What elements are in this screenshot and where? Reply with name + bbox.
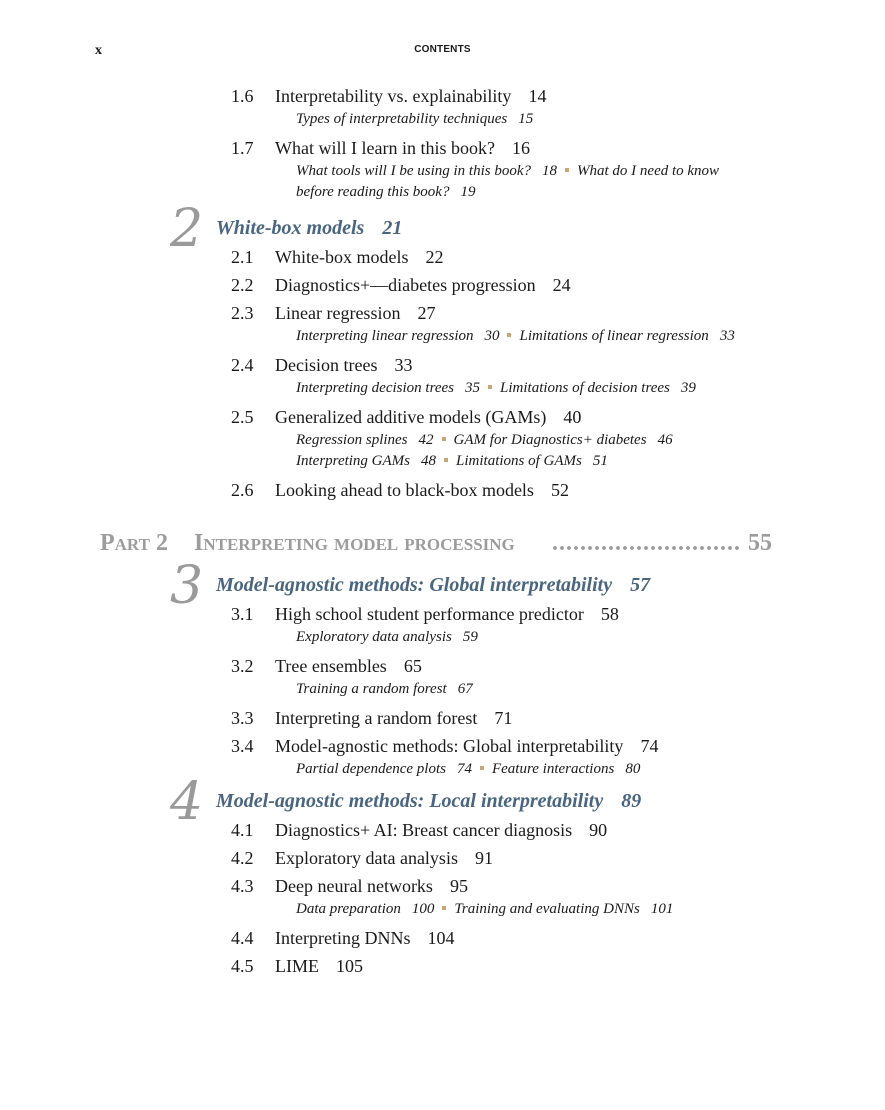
subsection-list <box>296 326 786 347</box>
subsection-list <box>296 759 786 780</box>
subsection-page: 101 <box>650 901 674 917</box>
running-title: CONTENTS <box>414 44 471 55</box>
subsection-page: 100 <box>411 901 435 917</box>
section-number: 2.4 <box>231 355 254 375</box>
subsection-page: 59 <box>462 629 478 645</box>
subsection-list <box>296 899 786 920</box>
subsection-title[interactable]: Types of interpretability techniques <box>296 111 508 127</box>
subsection-list <box>296 378 786 399</box>
toc-section[interactable] <box>0 405 885 433</box>
section-page: 24 <box>552 275 571 295</box>
subsection-page: 30 <box>484 328 500 344</box>
separator-icon <box>480 766 484 770</box>
subsection-list <box>296 161 726 203</box>
section-title: Interpreting a random forest 71 <box>275 708 513 728</box>
separator-icon <box>444 458 448 462</box>
section-title: Diagnostics+—diabetes progression 24 <box>275 275 571 295</box>
toc-section[interactable] <box>0 706 885 734</box>
section-number: 4.4 <box>231 928 254 948</box>
subsection-page: 33 <box>719 328 735 344</box>
toc-section[interactable] <box>0 273 885 301</box>
section-page: 14 <box>528 86 547 106</box>
chapter-title: Model-agnostic methods: Global interpretability 57 <box>216 574 651 596</box>
section-title: Linear regression 27 <box>275 303 436 323</box>
chapter-number: 4 <box>170 772 204 832</box>
subsection-title[interactable]: Interpreting decision trees <box>296 380 455 396</box>
separator-icon <box>507 333 511 337</box>
section-title: Interpretability vs. explainability 14 <box>275 86 547 106</box>
subsection-title[interactable]: Partial dependence plots <box>296 761 446 777</box>
toc-section[interactable] <box>0 954 885 982</box>
section-page: 90 <box>589 820 608 840</box>
section-number: 3.1 <box>231 604 254 624</box>
section-number: 2.5 <box>231 407 254 427</box>
part-label: Part 2 <box>100 530 168 556</box>
separator-icon <box>442 437 446 441</box>
part-page: 55 <box>748 530 772 556</box>
subsection-list <box>296 430 786 472</box>
section-page: 40 <box>563 407 582 427</box>
chapter-page: 89 <box>621 790 642 812</box>
section-title: Looking ahead to black-box models 52 <box>275 480 569 500</box>
subsection-page: 39 <box>680 380 696 396</box>
section-page: 33 <box>394 355 413 375</box>
toc-section[interactable] <box>0 602 885 630</box>
toc-section[interactable] <box>0 926 885 954</box>
toc-section[interactable] <box>0 874 885 902</box>
section-page: 65 <box>403 656 422 676</box>
subsection-title[interactable]: Exploratory data analysis <box>296 629 452 645</box>
section-number: 3.4 <box>231 736 254 756</box>
toc-section[interactable] <box>0 846 885 874</box>
subsection-title[interactable]: Interpreting GAMs <box>296 453 411 469</box>
section-number: 4.2 <box>231 848 254 868</box>
section-page: 95 <box>449 876 468 896</box>
section-page: 16 <box>511 138 530 158</box>
section-title: High school student performance predictor 58 <box>275 604 619 624</box>
section-title: Generalized additive models (GAMs) 40 <box>275 407 582 427</box>
section-number: 4.3 <box>231 876 254 896</box>
subsection-list <box>296 109 786 130</box>
separator-icon <box>442 906 446 910</box>
subsection-title[interactable]: What tools will I be using in this book? <box>296 163 531 179</box>
section-title: Diagnostics+ AI: Breast cancer diagnosis 90 <box>275 820 608 840</box>
section-number: 2.1 <box>231 247 254 267</box>
part-leader-dots: ........................... <box>552 530 741 556</box>
section-title: White-box models 22 <box>275 247 444 267</box>
section-title: Exploratory data analysis 91 <box>275 848 493 868</box>
section-title: Tree ensembles 65 <box>275 656 422 676</box>
toc-section[interactable] <box>0 818 885 846</box>
section-number: 4.5 <box>231 956 254 976</box>
subsection-page: 46 <box>657 432 673 448</box>
toc-section[interactable] <box>0 301 885 329</box>
subsection-page: 35 <box>465 380 481 396</box>
subsection-title[interactable]: GAM for Diagnostics+ diabetes <box>453 432 647 448</box>
separator-icon <box>565 168 569 172</box>
chapter-page: 21 <box>382 217 403 239</box>
chapter-title: Model-agnostic methods: Local interpretability 89 <box>216 790 642 812</box>
subsection-title[interactable]: Limitations of linear regression <box>519 328 709 344</box>
section-number: 2.3 <box>231 303 254 323</box>
section-page: 74 <box>640 736 659 756</box>
section-title: Decision trees 33 <box>275 355 413 375</box>
section-title: Deep neural networks 95 <box>275 876 468 896</box>
chapter-page: 57 <box>630 574 651 596</box>
subsection-title[interactable]: Limitations of decision trees <box>500 380 670 396</box>
section-page: 104 <box>427 928 455 948</box>
subsection-page: 15 <box>518 111 534 127</box>
separator-icon <box>488 385 492 389</box>
subsection-title[interactable]: Training a random forest <box>296 681 447 697</box>
section-page: 71 <box>494 708 513 728</box>
chapter-title: White-box models 21 <box>216 217 403 239</box>
section-page: 105 <box>336 956 363 976</box>
subsection-list <box>296 679 786 700</box>
toc-section[interactable] <box>0 136 885 164</box>
section-number: 3.2 <box>231 656 254 676</box>
section-title: Interpreting DNNs 104 <box>275 928 455 948</box>
toc-section[interactable] <box>0 654 885 682</box>
toc-section[interactable] <box>0 478 885 506</box>
section-number: 2.2 <box>231 275 254 295</box>
section-page: 91 <box>474 848 493 868</box>
subsection-title[interactable]: Regression splines <box>296 432 408 448</box>
toc-section[interactable] <box>0 84 885 112</box>
subsection-title[interactable]: Limitations of GAMs <box>456 453 582 469</box>
subsection-title[interactable]: Data preparation <box>296 901 401 917</box>
subsection-list <box>296 627 786 648</box>
section-number: 3.3 <box>231 708 254 728</box>
subsection-page: 51 <box>592 453 608 469</box>
running-head <box>0 43 885 59</box>
section-title: LIME 105 <box>275 956 363 976</box>
section-page: 27 <box>417 303 436 323</box>
part-title: Interpreting model processing <box>194 530 515 556</box>
table-of-contents <box>0 84 885 982</box>
subsection-title[interactable]: What do I need to know before reading this book? <box>296 163 720 200</box>
subsection-page: 74 <box>456 761 472 777</box>
subsection-page: 18 <box>542 163 557 179</box>
chapter-number: 3 <box>170 556 204 616</box>
subsection-page: 67 <box>457 681 473 697</box>
subsection-title[interactable]: Training and evaluating DNNs <box>454 901 640 917</box>
toc-section[interactable] <box>0 245 885 273</box>
section-page: 58 <box>600 604 619 624</box>
subsection-page: 42 <box>418 432 434 448</box>
section-title: What will I learn in this book? 16 <box>275 138 530 158</box>
section-page: 22 <box>425 247 444 267</box>
subsection-page: 48 <box>421 453 437 469</box>
subsection-page: 19 <box>460 184 476 200</box>
section-number: 2.6 <box>231 480 254 500</box>
subsection-title[interactable]: Interpreting linear regression <box>296 328 474 344</box>
subsection-page: 80 <box>625 761 641 777</box>
toc-section[interactable] <box>0 353 885 381</box>
section-number: 1.6 <box>231 86 254 106</box>
toc-section[interactable] <box>0 734 885 762</box>
page-number: x <box>95 43 102 58</box>
section-page: 52 <box>550 480 569 500</box>
section-title: Model-agnostic methods: Global interpretability 74 <box>275 736 659 756</box>
subsection-title[interactable]: Feature interactions <box>491 761 615 777</box>
chapter-number: 2 <box>170 199 204 259</box>
section-number: 4.1 <box>231 820 254 840</box>
section-number: 1.7 <box>231 138 254 158</box>
